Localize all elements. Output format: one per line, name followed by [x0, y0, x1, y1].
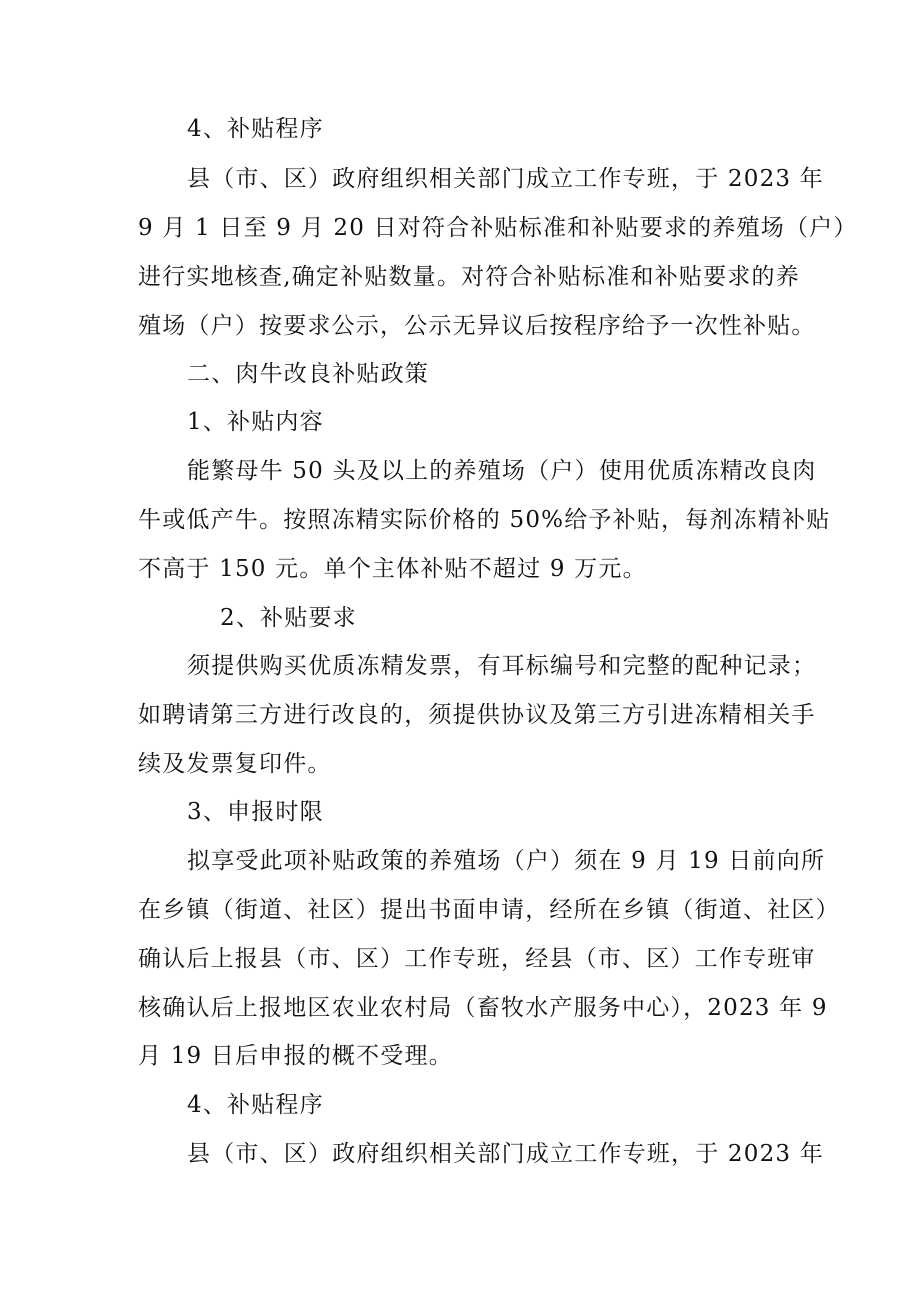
section-heading: 1、补贴内容: [187, 409, 324, 435]
paragraph-line: 牛或低产牛。按照冻精实际价格的 50%给予补贴，每剂冻精补贴: [138, 507, 831, 533]
paragraph-line: 拟享受此项补贴政策的养殖场（户）须在 9 月 19 日前向所: [187, 848, 826, 874]
paragraph-line: 须提供购买优质冻精发票，有耳标编号和完整的配种记录；: [187, 653, 817, 679]
paragraph-line: 续及发票复印件。: [138, 751, 332, 777]
section-heading: 4、补贴程序: [187, 1092, 324, 1118]
paragraph-line: 如聘请第三方进行改良的，须提供协议及第三方引进冻精相关手: [138, 702, 816, 728]
paragraph-line: 9 月 1 日至 9 月 20 日对符合补贴标准和补贴要求的养殖场（户）: [138, 215, 858, 241]
section-heading: 4、补贴程序: [187, 116, 324, 142]
paragraph-line: 能繁母牛 50 头及以上的养殖场（户）使用优质冻精改良肉: [187, 458, 817, 484]
paragraph-line: 县（市、区）政府组织相关部门成立工作专班，于 2023 年: [187, 166, 824, 192]
paragraph-line: 在乡镇（街道、社区）提出书面申请，经所在乡镇（街道、社区）: [138, 897, 840, 923]
paragraph-line: 月 19 日后申报的概不受理。: [138, 1043, 453, 1069]
paragraph-line: 县（市、区）政府组织相关部门成立工作专班，于 2023 年: [187, 1141, 824, 1167]
section-heading: 3、申报时限: [187, 799, 324, 825]
paragraph-line: 确认后上报县（市、区）工作专班，经县（市、区）工作专班审: [138, 946, 816, 972]
section-heading: 二、肉牛改良补贴政策: [187, 361, 429, 387]
paragraph-line: 不高于 150 元。单个主体补贴不超过 9 万元。: [138, 556, 647, 582]
section-heading: 2、补贴要求: [220, 605, 357, 631]
paragraph-line: 殖场（户）按要求公示，公示无异议后按程序给予一次性补贴。: [138, 313, 816, 339]
paragraph-line: 核确认后上报地区农业农村局（畜牧水产服务中心），2023 年 9: [138, 995, 828, 1021]
paragraph-line: 进行实地核查,确定补贴数量。对符合补贴标准和补贴要求的养: [138, 264, 800, 290]
